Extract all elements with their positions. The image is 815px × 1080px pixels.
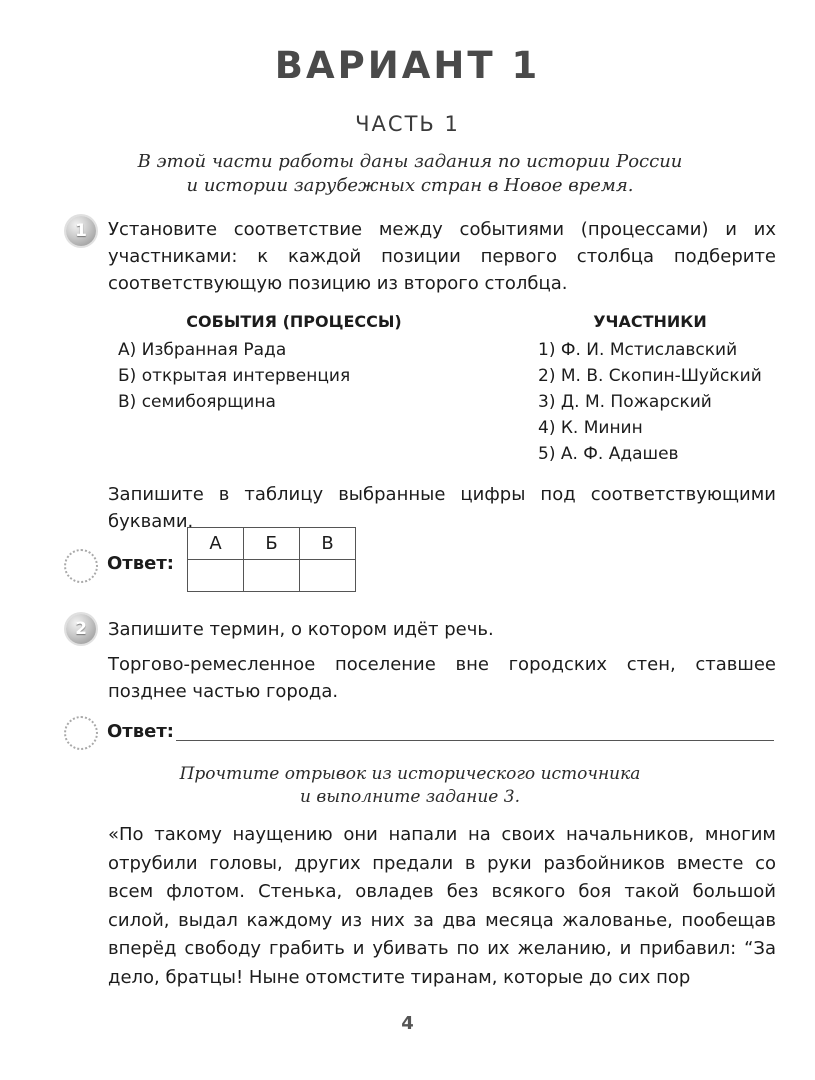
answer-cell-b[interactable] [244,560,300,592]
list-item: Б) открытая интервенция [118,366,351,386]
answer-table [187,527,356,592]
list-item: 1) Ф. И. Мстиславский [538,340,738,360]
answer-label: Ответ: [107,721,174,742]
task-number-badge: 2 [66,614,96,644]
answer-input-line[interactable] [176,740,774,741]
list-item: 2) М. В. Скопин-Шуйский [538,366,762,386]
task1-question: Установите соответствие между событиями (процессами) и их участниками: к каждой позиции первого столбца подберите соответствующую позицию из второго столбца. [108,219,776,294]
answer-label: Ответ: [107,553,174,574]
source-intro [150,763,670,809]
answer-score-circle [64,716,98,750]
task2-description: Торгово-ремесленное поселение вне городских стен, ставшее позднее частью города. [108,654,776,702]
answer-table-header: А [188,528,244,560]
part-intro [90,150,730,198]
source-intro-line: Прочтите отрывок из исторического источника [179,764,641,784]
list-item: А) Избранная Рада [118,340,287,360]
events-list [118,337,350,415]
task-number-badge: 1 [66,216,96,246]
answer-score-circle [64,549,98,583]
part-intro-line: и истории зарубежных стран в Новое время. [186,175,634,196]
list-item: 3) Д. М. Пожарский [538,392,712,412]
list-item: 4) К. Минин [538,418,643,438]
list-item: В) семибоярщина [118,392,276,412]
part-intro-line: В этой части работы даны задания по истории России [137,151,683,172]
answer-table-header: Б [244,528,300,560]
source-text: «По такому наущению они напали на своих начальников, многим отрубили головы, других предали в руки разбойников вместе со всем флотом. Стенька, овладев без всякого боя такой большой силой, выдал каждому из них за два месяца жалованье, пообещав вперёд свободу грабить и убивать по их желанию, и прибавил: “За дело, братцы! Ныне отомстите тиранам, которые до сих пор [108,824,776,988]
task2-question: Запишите термин, о котором идёт речь. [108,619,494,640]
events-column-header: СОБЫТИЯ (ПРОЦЕССЫ) [186,312,402,331]
page-number: 4 [401,1013,414,1034]
participants-column-header: УЧАСТНИКИ [593,312,707,331]
list-item: 5) А. Ф. Адашев [538,444,679,464]
page-title: ВАРИАНТ 1 [274,44,541,87]
task1-instruction: Запишите в таблицу выбранные цифры под соответствующими буквами. [108,484,776,532]
answer-table-header: В [300,528,356,560]
part-title: ЧАСТЬ 1 [355,112,460,136]
source-intro-line: и выполните задание 3. [300,787,520,807]
answer-cell-c[interactable] [300,560,356,592]
answer-cell-a[interactable] [188,560,244,592]
participants-list [538,337,762,467]
